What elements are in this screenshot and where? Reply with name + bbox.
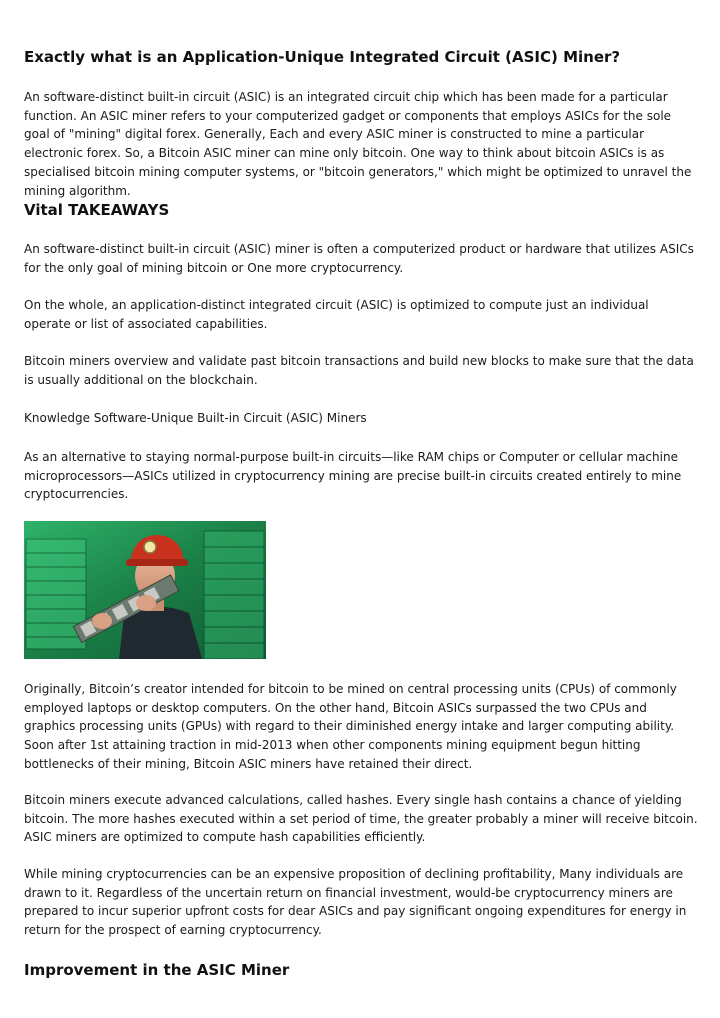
miner-photo bbox=[24, 521, 266, 659]
alternative-paragraph: As an alternative to staying normal-purpose built-in circuits—like RAM chips or Computer or cellular machine microprocessors—ASICs utilized in cryptocurrency mining are precise built-in circuits created entirely to mine cryptocurrencies. bbox=[24, 450, 682, 502]
takeaway-paragraph-2: On the whole, an application-distinct integrated circuit (ASIC) is optimized to compute just an individual operate or list of associated capabilities. bbox=[24, 298, 649, 331]
knowledge-subheading: Knowledge Software-Unique Built-in Circuit (ASIC) Miners bbox=[24, 411, 367, 425]
originally-paragraph: Originally, Bitcoin’s creator intended for bitcoin to be mined on central processing units (CPUs) of commonly employed laptops or desktop computers. On the other hand, Bitcoin ASICs surpassed the two CPUs and graphics processing units (GPUs) with regard to their diminished energy intake and larger computing ability. Soon after 1st attaining traction in mid-2013 when other components mining equipment begun hitting bottlenecks of their mining, Bitcoin ASIC miners have retained their direct. bbox=[24, 682, 677, 771]
while-paragraph: While mining cryptocurrencies can be an expensive proposition of declining profitability, Many individuals are drawn to it. Regardless of the uncertain return on financial investment, would-be cryptocurrency miners are prepared to incur superior upfront costs for dear ASICs and pay significant ongoing expenditures for energy in return for the prospect of earning cryptocurrency. bbox=[24, 867, 687, 938]
article-heading: Exactly what is an Application-Unique Integrated Circuit (ASIC) Miner? bbox=[24, 48, 621, 66]
takeaways-heading: Vital TAKEAWAYS bbox=[24, 201, 170, 219]
miner-photo-illustration bbox=[24, 521, 266, 659]
intro-paragraph: An software-distinct built-in circuit (ASIC) is an integrated circuit chip which has been made for a particular function. An ASIC miner refers to your computerized gadget or components that employs ASICs for the sole goal of "mining" digital forex. Generally, Each and every ASIC miner is constructed to mine a particular electronic forex. So, a Bitcoin ASIC miner can mine only bitcoin. One way to think about bitcoin ASICs is as specialised bitcoin mining computer systems, or "bitcoin generators," which might be optimized to unravel the mining algorithm. bbox=[24, 90, 692, 198]
takeaway-paragraph-3: Bitcoin miners overview and validate past bitcoin transactions and build new blocks to make sure that the data is usually additional on the blockchain. bbox=[24, 354, 694, 387]
takeaway-paragraph-1: An software-distinct built-in circuit (ASIC) miner is often a computerized product or hardware that utilizes ASICs for the only goal of mining bitcoin or One more cryptocurrency. bbox=[24, 242, 694, 275]
improvement-heading: Improvement in the ASIC Miner bbox=[24, 961, 290, 979]
hashes-paragraph: Bitcoin miners execute advanced calculations, called hashes. Every single hash contains a chance of yielding bitcoin. The more hashes executed within a set period of time, the greater probably a miner will receive bitcoin. ASIC miners are optimized to compute hash capabilities efficiently. bbox=[24, 793, 698, 845]
